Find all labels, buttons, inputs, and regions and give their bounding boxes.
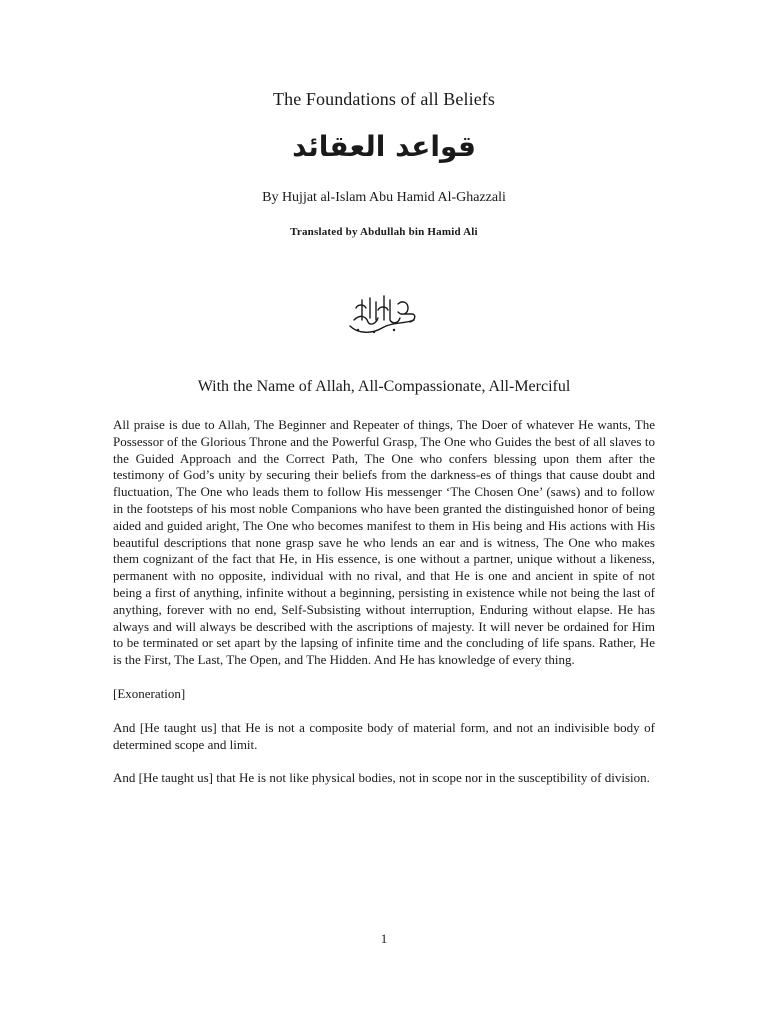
translator-credit: Translated by Abdullah bin Hamid Ali	[290, 226, 478, 238]
arabic-title: قواعد العقائد	[292, 130, 476, 163]
page-number: 1	[380, 931, 388, 946]
invocation-heading: With the Name of Allah, All-Compassionate, All-Merciful	[197, 378, 571, 395]
document-title: The Foundations of all Beliefs	[273, 89, 495, 109]
basmala-calligraphy	[344, 290, 420, 338]
paragraph-composite-body: And [He taught us] that He is not a composite body of material form, and not an indivisible body of determined scope and limit.	[113, 719, 655, 752]
author-byline: By Hujjat al-Islam Abu Hamid Al-Ghazzali	[262, 190, 506, 205]
paragraph-physical-bodies: And [He taught us] that He is not like physical bodies, not in scope nor in the susceptibility of division.	[113, 770, 650, 786]
section-heading-exoneration: [Exoneration]	[113, 685, 186, 701]
paragraph-praise: All praise is due to Allah, The Beginner and Repeater of things, The Doer of whatever He wants, The Possessor of the Glorious Throne and the Powerful Grasp, The One who Guides the best of all slaves to the Guided Approach and the Correct Path, The One who confers blessing upon them after the testimony of God’s unity by securing their beliefs from the darkness-es of things that cause doubt and fluctuation, The One who leads them to follow His messenger ‘The Chosen One’ (saws) and to follow in the footsteps of his most noble Companions who have been granted the distinguished honor of being aided and guided aright, The One who becomes manifest to them in His being and His actions with His beautiful descriptions that none grasp save he who lends an ear and is witness, The One who makes them cognizant of the fact that He, in His essence, is one without a partner, unique without a likeness, permanent with no opposite, individual with no rival, and that He is one and ancient in spite of not being a first of anything, infinite without a beginning, persisting in existence while not being the last of anything, forever with no end, Self-Subsisting without interruption, Enduring without elapse. He has always and will always be described with the ascriptions of majesty. It will never be ordained for Him to be terminated or set apart by the lapsing of infinite time and the concluding of life spans. Rather, He is the First, The Last, The Open, and The Hidden. And He has knowledge of every thing.	[113, 417, 655, 668]
document-body	[113, 417, 655, 804]
